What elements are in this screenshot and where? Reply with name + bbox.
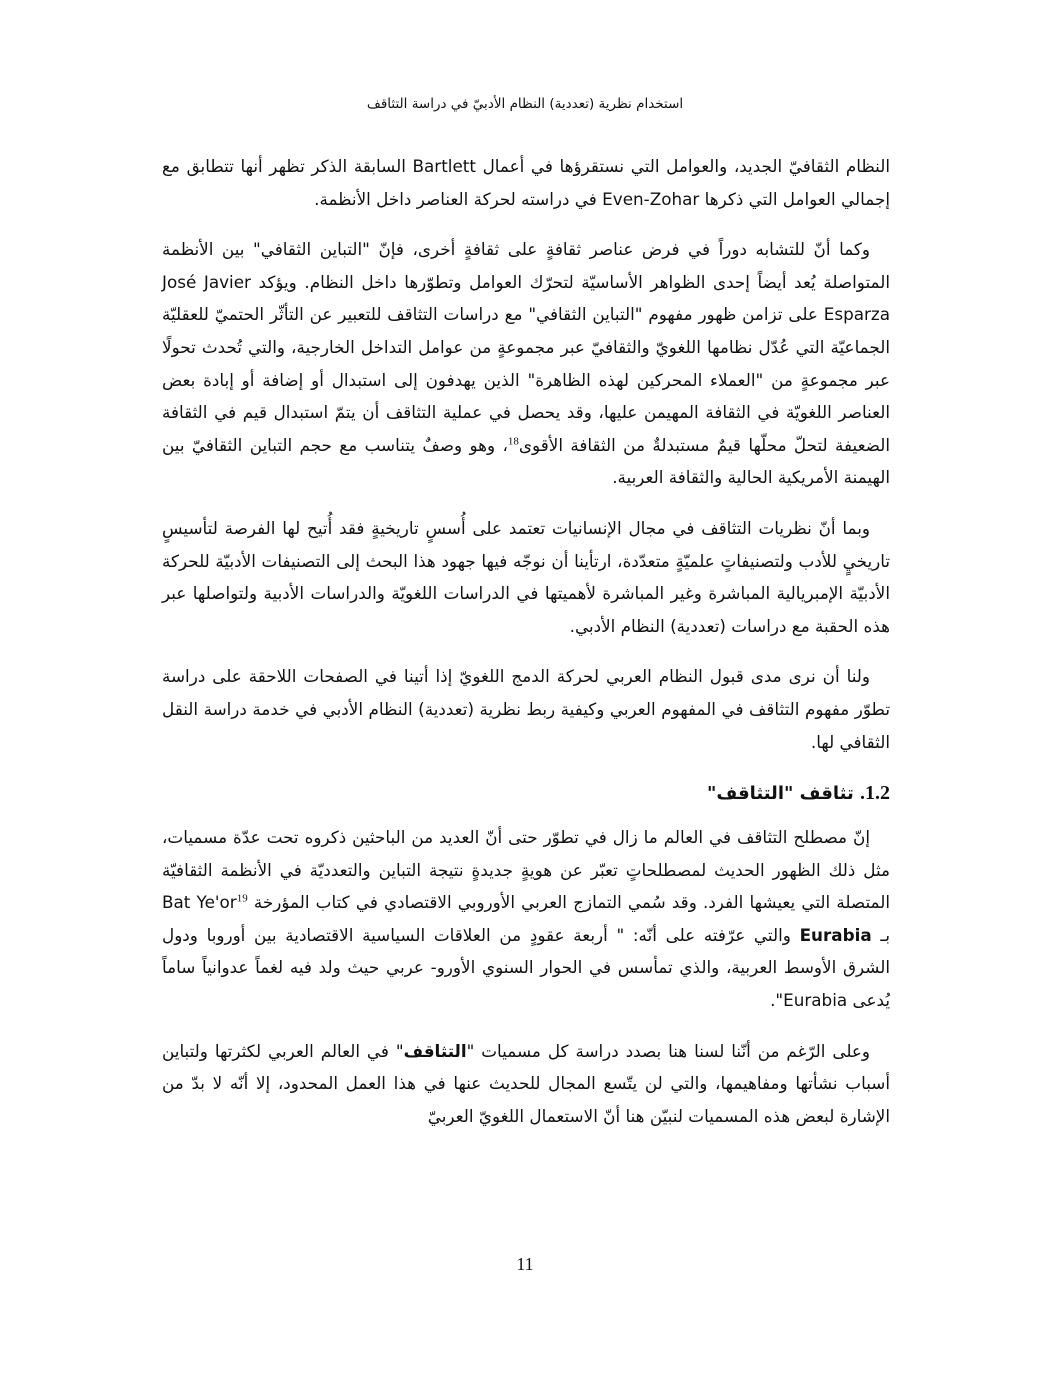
paragraph-5	[162, 821, 890, 1017]
paragraph-6-text: وعلى الرّغم من أنّنا لسنا هنا بصدد دراسة كل مسميات "	[466, 1040, 870, 1061]
body-text	[162, 150, 890, 1150]
paragraph-3: وبما أنّ نظريات التثاقف في مجال الإنسانيات تعتمد على أُسسٍ تاريخيةٍ فقد أُتيح لها الفرصة لتأسيسٍ تاريخيٍ للأدب ولتصنيفاتٍ علميّةٍ متعدّدة، ارتأينا أن نوجّه فيها جهود هذا البحث إلى التصنيفات الأدبيّة للحركة الأدبيّة الإمبريالية المباشرة وغير المباشرة لأهميتها في الدراسات اللغويّة والدراسات الأدبية ولتواصلها عبر هذه الحقبة مع دراسات (تعددية) النظام الأدبي.	[162, 517, 890, 636]
paragraph-6	[162, 1035, 890, 1133]
paragraph-5-text-end: والتي عرّفته على أنّه: " أربعة عقودٍ من العلاقات السياسية الاقتصادية بين أوروبا ودول الشرق الأوسط العربية، والذي تمأسس في الحوار السنوي الأورو- عربي حيث ولد فيه لغماً عدوانياً ساماً يُدعى Eurabia".	[162, 924, 890, 1011]
paragraph-4: ولنا أن نرى مدى قبول النظام العربي لحركة الدمج اللغويّ إذا أتينا في الصفحات اللاحقة على دراسة تطوّر مفهوم التثاقف في المفهوم العربي وكيفية ربط نظرية (تعددية) النظام الأدبي في خدمة دراسة النقل الثقافي لها.	[162, 666, 890, 752]
section-heading	[162, 776, 890, 811]
eurabia-term: Eurabia	[799, 924, 872, 945]
paragraph-5-text-mid: بـ	[871, 924, 891, 945]
footnote-ref-18[interactable]: 18	[507, 435, 519, 448]
section-title: تثاقف "التثاقف"	[707, 783, 854, 805]
paragraph-2-text: وكما أنّ للتشابه دوراً في فرض عناصر ثقافةٍ على ثقافةٍ أخرى، فإنّ "التباين الثقافي" بين الأنظمة المتواصلة يُعد أيضاً إحدى الظواهر الأساسيّة لتحرّك العوامل وتطوّرها داخل النظام. ويؤكد José Javier Esparza على تزامن ظهور مفهوم "التباين الثقافي" مع دراسات التثاقف للتعبير عن التأثّر الحتميّ للعقليّة الجماعيّة التي عُدّل نظامها اللغويّ والثقافيّ عبر مجموعةٍ من عوامل التداخل الخارجية، والتي تُحدث تحولًا عبر مجموعةٍ من "العملاء المحركين لهذه الظاهرة" الذين يهدفون إلى استبدال أو إضافة أو إبادة بعض العناصر اللغويّة في الثقافة المهيمن عليها، وقد يحصل في عملية التثاقف أن يتمّ استبدال قيم في الثقافة الضعيفة لتحلّ محلّها قيمٌ مستبدلةٌ من الثقافة الأقوى	[162, 239, 890, 455]
footnote-ref-19[interactable]: 19	[236, 892, 248, 905]
paragraph-6-text-end: " في العالم العربي لكثرتها ولتباين أسباب نشأتها ومفاهيمها، والتي لن يتّسع المجال للحديث عنها في هذا العمل المحدود، إلا أنّه لا بدّ من الإشارة لبعض هذه المسميات لنبيّن هنا أنّ الاستعمال اللغويّ العربيّ	[162, 1040, 890, 1126]
section-number: 1.2.	[860, 782, 890, 805]
paragraph-2-text-end: ، وهو وصفٌ يتناسب مع حجم التباين الثقافيّ بين الهيمنة الأمريكية الحالية والثقافة العربية.	[162, 434, 890, 488]
page-number: 11	[516, 1254, 534, 1274]
paragraph-5-text: إنّ مصطلح التثاقف في العالم ما زال في تطوّر حتى أنّ العديد من الباحثين ذكروه تحت عدّة مسميات، مثل ذلك الظهور الحديث لمصطلحاتٍ تعبّر عن هويةٍ جديدةٍ نتيجة التباين والتعدديّة في الأنظمة الثقافيّة المتصلة التي يعيشها الفرد. وقد سُمي التمازج العربي الأوروبي الاقتصادي في كتاب المؤرخة Bat Ye'or	[162, 827, 890, 913]
paragraph-1: النظام الثقافيّ الجديد، والعوامل التي نستقرؤها في أعمال Bartlett السابقة الذكر تظهر أنها تتطابق مع إجمالي العوامل التي ذكرها Even-Zohar في دراسته لحركة العناصر داخل الأنظمة.	[162, 156, 890, 209]
tathaquf-term: التثاقف	[403, 1040, 467, 1061]
running-header: استخدام نظرية (تعددية) النظام الأدبيّ في دراسة التثاقف	[366, 96, 684, 112]
paragraph-2	[162, 233, 890, 494]
